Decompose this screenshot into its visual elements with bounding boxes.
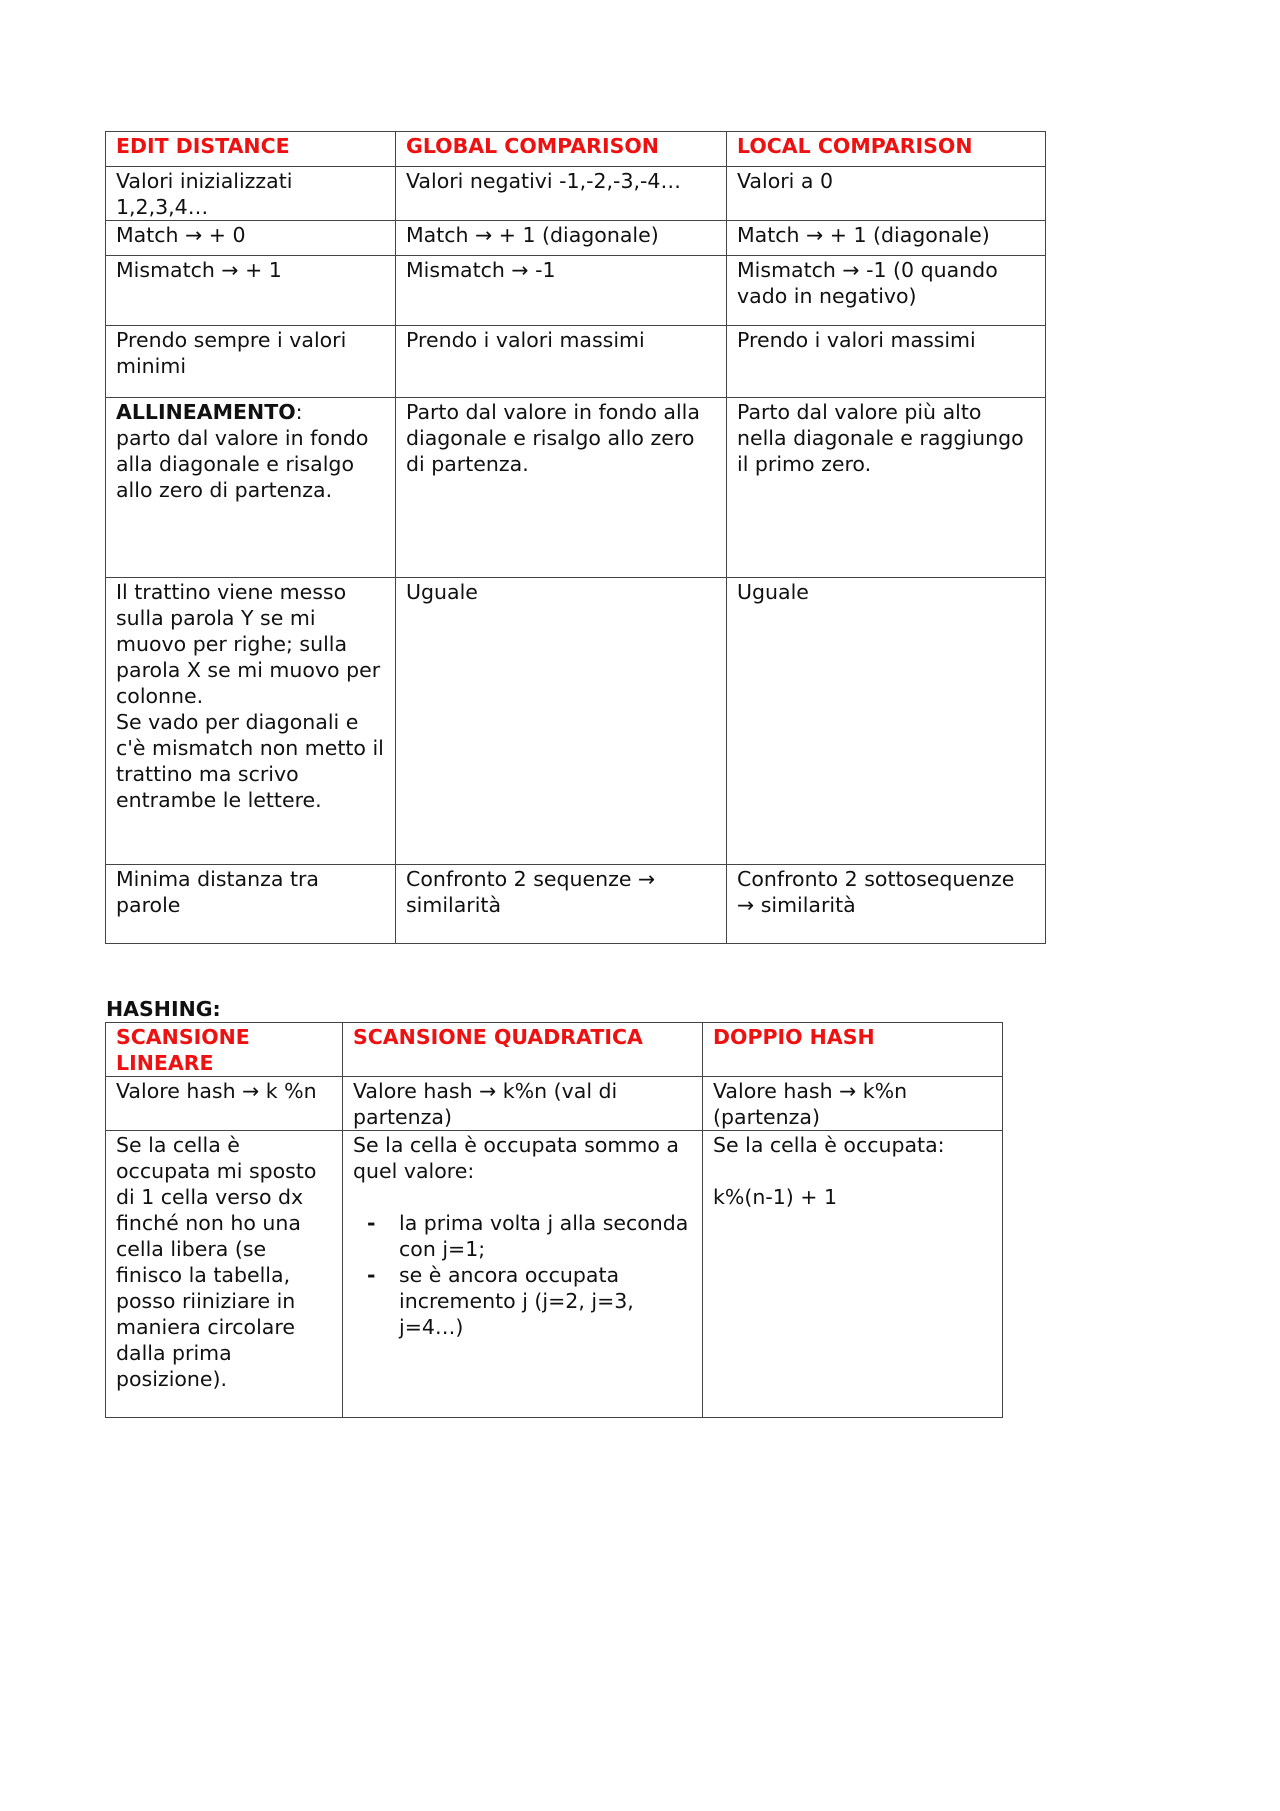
list-item: - la prima volta j alla seconda con j=1; — [399, 1210, 692, 1262]
table-cell: Mismatch → + 1 — [106, 256, 396, 326]
list-item: - se è ancora occupata incremento j (j=2, j=3, j=4…) — [399, 1262, 692, 1340]
alignment-label: ALLINEAMENTO — [116, 400, 296, 424]
alignment-text: parto dal valore in fondo alla diagonale e risalgo allo zero di partenza. — [116, 426, 369, 502]
table-row — [106, 326, 1046, 398]
table-cell: Valore hash → k %n — [106, 1077, 343, 1131]
table-cell: Confronto 2 sequenze → similarità — [396, 865, 727, 944]
quadratic-probing-cell — [343, 1131, 703, 1418]
table-cell: Prendo i valori massimi — [396, 326, 727, 398]
table-row — [106, 167, 1046, 221]
hashing-title: HASHING: — [106, 997, 221, 1021]
header-quadratic-probing: SCANSIONE QUADRATICA — [343, 1023, 703, 1077]
double-hash-intro: Se la cella è occupata: — [713, 1133, 945, 1157]
hashing-table — [105, 1022, 1003, 1418]
table-cell: Valore hash → k%n (partenza) — [703, 1077, 1003, 1131]
table-row — [106, 578, 1046, 865]
table-row — [106, 398, 1046, 578]
table-cell: Match → + 1 (diagonale) — [396, 221, 727, 256]
table-cell: Il trattino viene messo sulla parola Y se mi muovo per righe; sulla parola X se mi muovo per colonne. Se vado per diagonali e c'è mismatch non metto il trattino ma scrivo entrambe le lettere. — [106, 578, 396, 865]
table-cell: Valori a 0 — [727, 167, 1046, 221]
table-cell: Mismatch → -1 (0 quando vado in negativo) — [727, 256, 1046, 326]
alignment-cell — [106, 398, 396, 578]
header-edit-distance: EDIT DISTANCE — [106, 132, 396, 167]
comparison-table — [105, 131, 1046, 944]
table-row — [106, 1131, 1003, 1418]
header-local-comparison: LOCAL COMPARISON — [727, 132, 1046, 167]
double-hash-cell — [703, 1131, 1003, 1418]
header-global-comparison: GLOBAL COMPARISON — [396, 132, 727, 167]
double-hash-formula: k%(n-1) + 1 — [713, 1185, 838, 1209]
table-row — [106, 256, 1046, 326]
table-cell: Match → + 0 — [106, 221, 396, 256]
table-cell: Valori inizializzati 1,2,3,4… — [106, 167, 396, 221]
table-row — [106, 221, 1046, 256]
linear-probing-cell: Se la cella è occupata mi sposto di 1 cella verso dx finché non ho una cella libera (se finisco la tabella, posso riiniziare in maniera circolare dalla prima posizione). — [106, 1131, 343, 1418]
table-cell: Parto dal valore in fondo alla diagonale e risalgo allo zero di partenza. — [396, 398, 727, 578]
table-cell: Valore hash → k%n (val di partenza) — [343, 1077, 703, 1131]
table-cell: Valori negativi -1,-2,-3,-4… — [396, 167, 727, 221]
table-cell: Uguale — [396, 578, 727, 865]
table-row — [106, 865, 1046, 944]
header-linear-probing: SCANSIONE LINEARE — [106, 1023, 343, 1077]
quadratic-list — [353, 1210, 692, 1340]
table-row — [106, 1077, 1003, 1131]
table-cell: Minima distanza tra parole — [106, 865, 396, 944]
table-cell: Match → + 1 (diagonale) — [727, 221, 1046, 256]
header-double-hash: DOPPIO HASH — [703, 1023, 1003, 1077]
alignment-colon: : — [295, 400, 303, 424]
table-header-row — [106, 1023, 1003, 1077]
table-cell: Parto dal valore più alto nella diagonale e raggiungo il primo zero. — [727, 398, 1046, 578]
table-header-row — [106, 132, 1046, 167]
table-cell: Prendo sempre i valori minimi — [106, 326, 396, 398]
table-cell: Confronto 2 sottosequenze → similarità — [727, 865, 1046, 944]
table-cell: Uguale — [727, 578, 1046, 865]
quadratic-intro: Se la cella è occupata sommo a quel valore: — [353, 1133, 679, 1183]
table-cell: Prendo i valori massimi — [727, 326, 1046, 398]
table-cell: Mismatch → -1 — [396, 256, 727, 326]
